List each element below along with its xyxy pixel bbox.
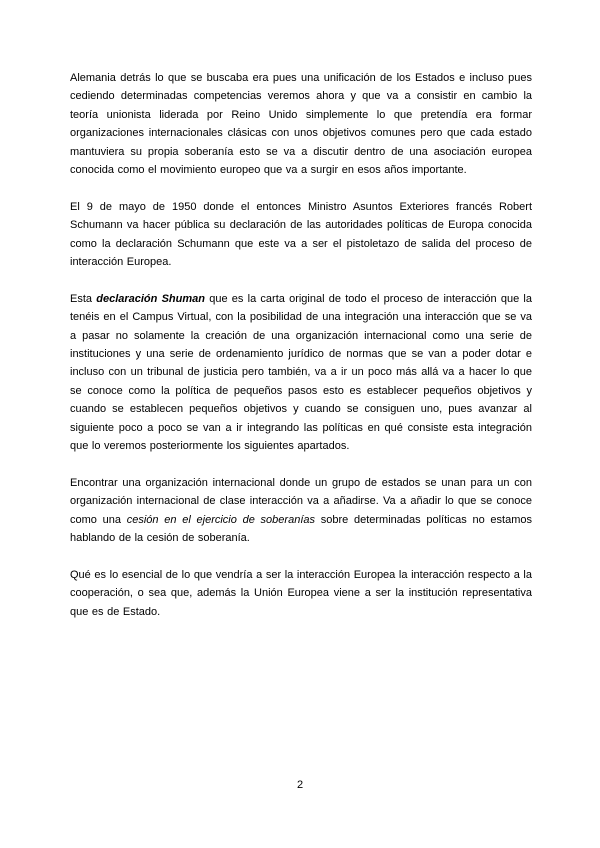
paragraph: [70, 69, 532, 179]
text-run-bold-italic: declaración Shuman: [96, 292, 205, 305]
text-run-italic: cesión en el ejercicio de soberanías: [126, 513, 315, 526]
text-run: Encontrar una organización internacional donde un grupo de estados se unan para un con organización internacional de clase interacción va a añadirse. Va a añadir lo que se conoce como una: [70, 476, 532, 526]
text-run: Qué es lo esencial de lo que vendría a ser la interacción Europea la interacción respecto a la cooperación, o sea que, además la Unión Europea viene a ser la institución representativa que es de Estado.: [70, 568, 532, 618]
paragraph: [70, 198, 532, 272]
paragraph: [70, 290, 532, 456]
document-body: [70, 69, 532, 621]
text-run: Esta: [70, 292, 97, 305]
text-run: sobre determinadas políticas no estamos hablando de la cesión de soberanía.: [70, 513, 532, 545]
paragraph: [70, 566, 532, 621]
page-number: 2: [296, 779, 304, 791]
text-run: El 9 de mayo de 1950 donde el entonces Ministro Asuntos Exteriores francés Robert Schumann va hacer pública su declaración de las autoridades políticas de Europa conocida como la declaración Schumann que este va a ser el pistoletazo de salida del proceso de interacción Europea.: [70, 200, 532, 269]
text-run: que es la carta original de todo el proceso de interacción que la tenéis en el Campus Virtual, con la posibilidad de una integración una interacción que se va a pasar no solamente la creación de una organización internacional como una serie de instituciones y una serie de ordenamiento jurídico de normas que se van a poder dotar e incluso con un tribunal de justicia pero también, va a ir un poco más allá va a hacer lo que se conoce como la política de pequeños pasos esto es establecer pequeños objetivos y cuando se establecen pequeños objetivos y cuando se consiguen uno, pues avanzar al siguiente poco a poco se van a ir integrando las políticas en qué consiste esta integración que lo veremos posteriormente los siguientes apartados.: [70, 292, 532, 453]
text-run: Alemania detrás lo que se buscaba era pues una unificación de los Estados e incluso pues cediendo determinadas competencias veremos ahora y que va a consistir en cambio la teoría unionista liderada por Reino Unido simplemente lo que pretendía era formar organizaciones internacionales clásicas con unos objetivos comunes pero que cada estado mantuviera su propia soberanía esto se va a discutir dentro de una asociación europea conocida como el movimiento europeo que va a surgir en esos años importante.: [70, 72, 532, 177]
paragraph: [70, 474, 532, 548]
